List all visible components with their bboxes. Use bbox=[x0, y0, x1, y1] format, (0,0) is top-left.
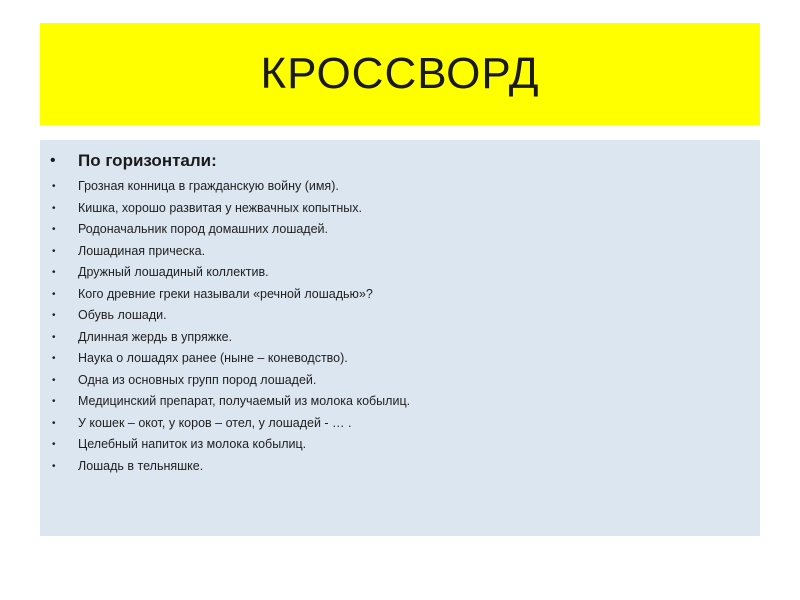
bullet-icon: • bbox=[52, 267, 56, 278]
bullet-icon: • bbox=[52, 396, 56, 407]
bullet-icon: • bbox=[52, 245, 56, 257]
clue-text: Родоначальник пород домашних лошадей. bbox=[78, 222, 328, 236]
bullet-icon: • bbox=[52, 288, 56, 300]
clue-text: Кого древние греки называли «речной лошадью»? bbox=[78, 286, 373, 301]
bullet-icon: • bbox=[52, 331, 56, 343]
bullet-icon: • bbox=[52, 460, 56, 472]
section-heading-text: По горизонтали: bbox=[78, 151, 217, 170]
bullet-icon: • bbox=[52, 310, 56, 321]
clue-text: Медицинский препарат, получаемый из молока кобылиц. bbox=[78, 394, 411, 408]
content-box bbox=[40, 140, 760, 536]
bullet-icon: • bbox=[52, 374, 56, 386]
clue-text: Кишка, хорошо развитая у нежвачных копытных. bbox=[78, 200, 362, 215]
clue-text: У кошек – окот, у коров – отел, у лошадей - … . bbox=[78, 415, 352, 430]
bullet-icon: • bbox=[52, 439, 56, 450]
bullet-icon: • bbox=[52, 353, 56, 364]
clue-text: Обувь лошади. bbox=[78, 308, 167, 322]
bullet-icon: • bbox=[52, 417, 56, 429]
bullet-icon: • bbox=[52, 224, 56, 235]
bullet-icon: • bbox=[52, 202, 56, 214]
bullet-icon: • bbox=[50, 152, 56, 169]
bullet-icon: • bbox=[52, 181, 56, 192]
clue-text: Одна из основных групп пород лошадей. bbox=[78, 372, 317, 387]
clue-text: Грозная конница в гражданскую войну (имя). bbox=[78, 179, 339, 193]
clue-text: Наука о лошадях ранее (ныне – коневодство). bbox=[78, 351, 348, 365]
title-bar bbox=[40, 23, 760, 125]
clue-text: Длинная жердь в упряжке. bbox=[78, 329, 233, 344]
slide-title: КРОССВОРД bbox=[260, 49, 540, 98]
clue-text: Лошадь в тельняшке. bbox=[78, 458, 204, 473]
clue-text: Дружный лошадиный коллектив. bbox=[78, 265, 269, 279]
clue-text: Целебный напиток из молока кобылиц. bbox=[78, 437, 307, 451]
clue-text: Лошадиная прическа. bbox=[78, 243, 206, 258]
